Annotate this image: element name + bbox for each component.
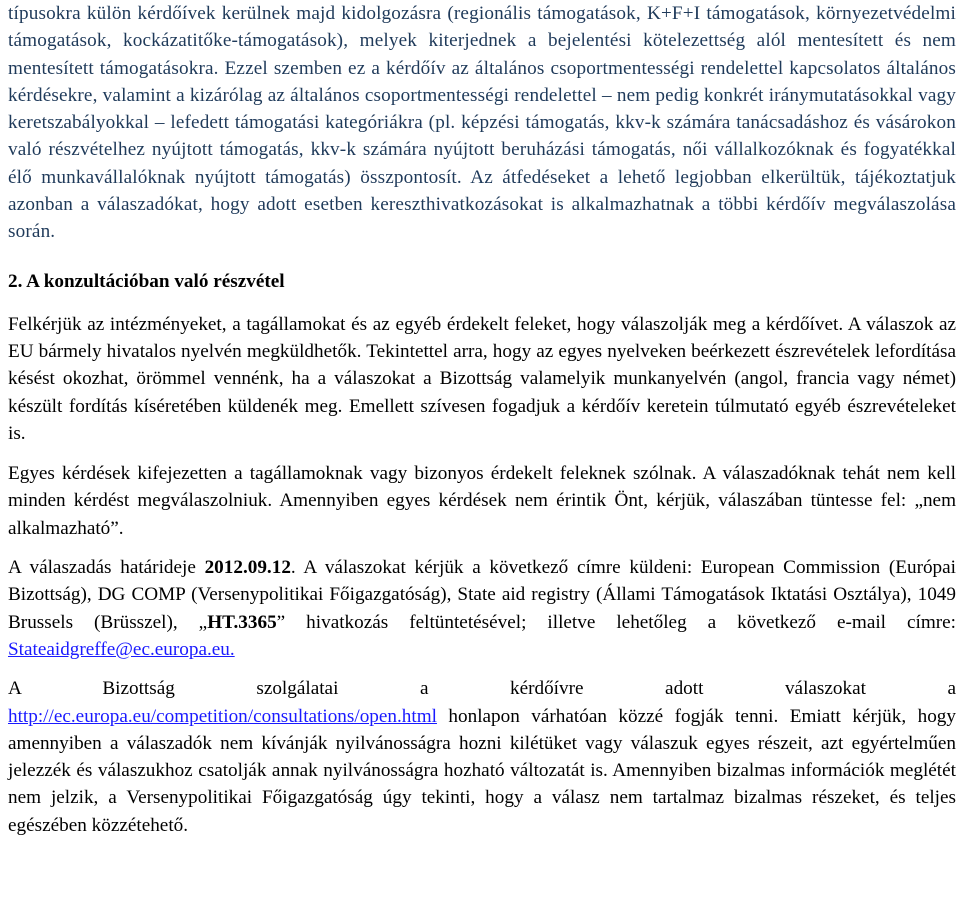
document-page [8, 0, 956, 839]
email-link[interactable]: Stateaidgreffe@ec.europa.eu. [8, 638, 235, 660]
deadline-text-start: A válaszadás határideje [8, 557, 205, 579]
publication-text: honlapon várhatóan közzé fogják tenni. Emiatt kérjük, hogy amennyiben a válaszadók nem kívánják nyilvánosságra hozni kilétüket vagy válaszuk egyes részeit, azt egyértelműen jelezzék és válaszukhoz csatolják annak nyilvánosságra hozható változatát is. Amennyiben bizalmas információk meglétét nem jelzik, a Versenypolitikai Főigazgatóság úgy tekinti, hogy a válasz nem tartalmaz bizalmas részeket, és teljes egészében közzétehető. [8, 705, 956, 836]
deadline-date: 2012.09.12 [204, 557, 291, 579]
publication-first-line: A Bizottság szolgálatai a kérdőívre adott válaszokat a [8, 678, 956, 700]
address-text: . A válaszokat kérjük a következő címre küldeni: European Commission (Európai Bizottság), DG COMP (Versenypolitikai Főigazgatóság), State aid registry (Állami Támogatások Iktatási Osztálya), 1049 Brussels (Brüsszel), „ [8, 557, 956, 633]
intro-paragraph: típusokra külön kérdőívek kerülnek majd kidolgozásra (regionális támogatások, K+F+I támogatások, környezetvédelmi támogatások, kockázatitőke-támogatások), melyek kiterjednek a bejelentési kötelezettség alól mentesített és nem mentesített támogatásokra. Ezzel szemben ez a kérdőív az általános csoportmentességi rendelettel kapcsolatos általános kérdésekre, valamint a kizárólag az általános csoportmentességi rendelettel – nem pedig konkrét iránymutatásokkal vagy keretszabályokkal – lefedett támogatási kategóriákra (pl. képzési támogatás, kkv-k számára tanácsadáshoz és vásárokon való részvételhez nyújtott támogatás, kkv-k számára nyújtott beruházási támogatás, női vállalkozóknak és fogyatékkal élő munkavállalóknak nyújtott támogatás) összpontosít. Az átfedéseket a lehető legjobban elkerültük, tájékoztatjuk azonban a válaszadókat, hogy adott esetben kereszthivatkozásokat is alkalmazhatnak a többi kérdőív megválaszolása során. [8, 3, 956, 243]
reference-code: HT.3365 [207, 611, 277, 633]
deadline-paragraph [8, 554, 956, 663]
publication-paragraph [8, 675, 956, 839]
consultation-url-link[interactable]: http://ec.europa.eu/competition/consultations/open.html [8, 705, 437, 727]
questions-paragraph: Egyes kérdések kifejezetten a tagállamoknak vagy bizonyos érdekelt feleknek szólnak. A válaszadóknak tehát nem kell minden kérdést megválaszolniuk. Amennyiben egyes kérdések nem érintik Önt, kérjük, válaszában tüntesse fel: „nem alkalmazható”. [8, 463, 956, 539]
email-intro-text: ” hivatkozás feltüntetésével; illetve lehetőleg a következő e-mail címre: [276, 611, 957, 633]
participation-paragraph: Felkérjük az intézményeket, a tagállamokat és az egyéb érdekelt feleket, hogy válaszolják meg a kérdőívet. A válaszok az EU bármely hivatalos nyelvén megküldhetők. Tekintettel arra, hogy az egyes nyelveken beérkezett észrevételek lefordítása késést okozhat, örömmel vennénk, ha a válaszokat a Bizottság valamelyik munkanyelvén (angol, francia vagy német) készült fordítás kíséretében küldenék meg. Emellett szívesen fogadjuk a kérdőív keretein túlmutató egyéb észrevételeket is. [8, 313, 956, 444]
section-heading: 2. A konzultációban való részvétel [8, 270, 285, 292]
